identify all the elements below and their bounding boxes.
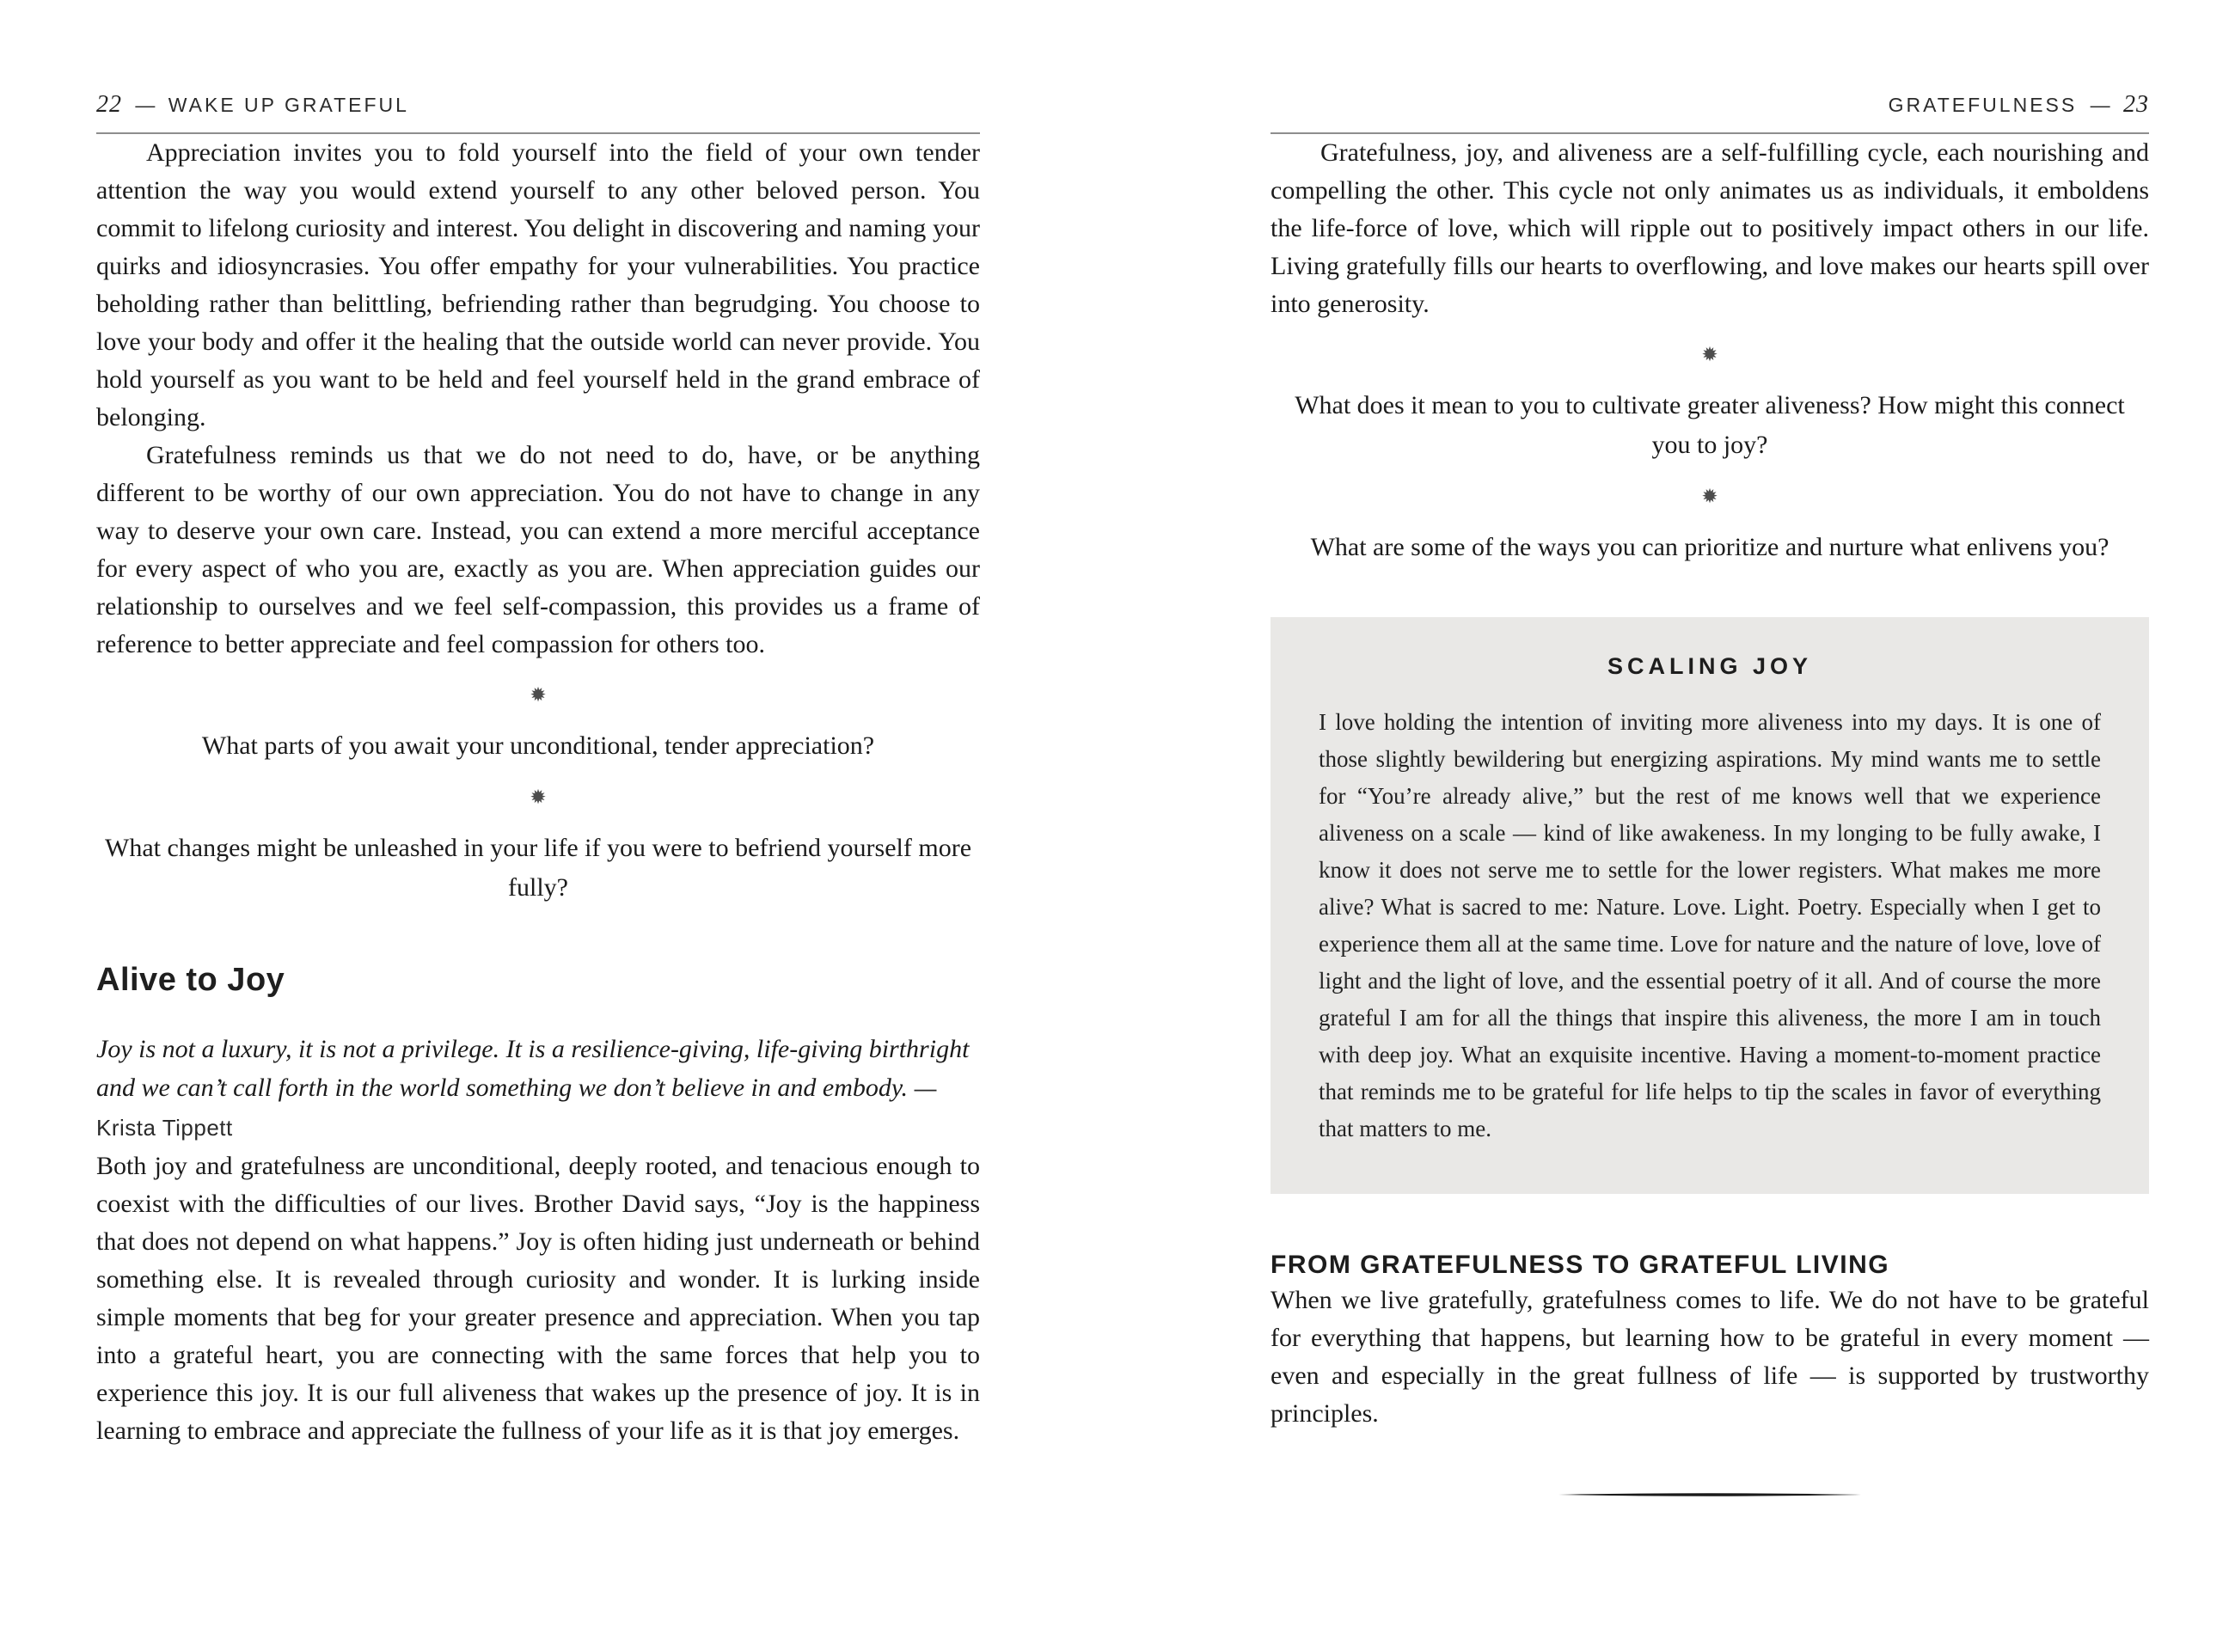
callout-title: SCALING JOY	[1607, 653, 1813, 679]
right-paragraph-2: When we live gratefully, gratefulness comes to life. We do not have to be grateful for everything that happens, but learning how to be grateful in every moment — even and especially in the great fullness of life — is supported by trustworthy principles.	[1271, 1285, 2149, 1428]
left-paragraph-2: Gratefulness reminds us that we do not need to do, have, or be anything different to be worthy of our own appreciation. You do not have to change in any way to deserve your own care. Instead, you can extend a more merciful acceptance for every aspect of who you are, exactly as you are. When appreciation guides our relationship to ourselves and we feel self-compassion, this provides us a frame of reference to better appreciate and feel compassion for others too.	[96, 441, 980, 658]
left-running-head	[96, 91, 980, 119]
star-ornament-icon: ✹	[530, 684, 547, 707]
right-question-1: What does it mean to you to cultivate greater aliveness? How might this connect you to joy?	[1295, 391, 2125, 459]
left-page-number: 22	[96, 91, 122, 118]
right-header-dash: —	[2090, 94, 2110, 116]
left-paragraph-3: Both joy and gratefulness are unconditional, deeply rooted, and tenacious enough to coexist with the difficulties of our lives. Brother David says, “Joy is the happiness that does not depend on what happens.” Joy is often hiding just underneath or behind something else. It is revealed through curiosity and wonder. It is lurking inside simple moments that beg for your greater presence and appreciation. When you tap into a grateful heart, you are connecting with the same forces that help you to experience this joy. It is our full aliveness that wakes up the presence of joy. It is in learning to embrace and appreciate the fullness of your life as it is that joy emerges.	[96, 1151, 980, 1445]
section-divider	[1558, 1486, 1861, 1491]
alive-to-joy-heading: Alive to Joy	[96, 962, 285, 998]
tapered-rule-shape	[1558, 1492, 1861, 1497]
krista-tippett-quote	[96, 1030, 980, 1147]
right-running-head	[1271, 91, 2149, 119]
quote-attribution: — Krista Tippett	[96, 1074, 938, 1141]
scaling-joy-callout-box	[1271, 617, 2149, 1194]
left-question-2: What changes might be unleashed in your life if you were to befriend yourself more fully?	[105, 834, 972, 902]
left-paragraph-1: Appreciation invites you to fold yourself into the field of your own tender attention the way you would extend yourself to any other beloved person. You commit to lifelong curiosity and interest. You delight in discovering and naming your quirks and idiosyncrasies. You offer empathy for your vulnerabilities. You practice beholding rather than belittling, befriending rather than begrudging. You choose to love your body and offer it the healing that the outside world can never provide. You hold yourself as you want to be held and feel yourself held in the grand embrace of belonging.	[96, 138, 980, 431]
callout-body: I love holding the intention of inviting more aliveness into my days. It is one of those slightly bewildering but energizing aspirations. My mind wants me to settle for “You’re already alive,” but the rest of me knows well that we experience aliveness on a scale — kind of like awakeness. In my longing to be fully awake, I know it does not serve me to settle for the lower registers. What makes me more alive? What is sacred to me: Nature. Love. Light. Poetry. Especially when I get to experience them all at the same time. Love for nature and the nature of love, love of light and the light of love, and the essential poetry of it all. And of course the more grateful I am for all the things that inspire this aliveness, the more I am in touch with deep joy. What an exquisite incentive. Having a moment-to-moment practice that reminds me to be grateful for life helps to tip the scales in favor of everything that matters to me.	[1319, 709, 2101, 1141]
star-ornament-icon: ✹	[530, 786, 547, 809]
left-header-title: WAKE UP GRATEFUL	[168, 94, 409, 116]
page-left	[96, 0, 980, 1652]
star-ornament-icon: ✹	[1701, 486, 1718, 508]
from-gratefulness-heading: FROM GRATEFULNESS TO GRATEFUL LIVING	[1271, 1251, 1890, 1279]
right-question-2: What are some of the ways you can prioritize and nurture what enlivens you?	[1310, 533, 2109, 561]
page-right	[1271, 0, 2149, 1652]
quote-text: Joy is not a luxury, it is not a privilege. It is a resilience-giving, life-giving birthright and we can’t call forth in the world something we don’t believe in and embody.	[96, 1034, 970, 1102]
star-ornament-icon: ✹	[1701, 344, 1718, 366]
left-header-dash: —	[135, 94, 156, 116]
right-header-title: GRATEFULNESS	[1888, 94, 2078, 116]
right-paragraph-1: Gratefulness, joy, and aliveness are a self-fulfilling cycle, each nourishing and compelling the other. This cycle not only animates us as individuals, it emboldens the life-force of love, which will ripple out to positively impact others in our life. Living gratefully fills our hearts to overflowing, and love makes our hearts spill over into generosity.	[1271, 138, 2149, 318]
left-question-1: What parts of you await your unconditional, tender appreciation?	[201, 731, 875, 760]
right-page-number: 23	[2123, 91, 2149, 118]
